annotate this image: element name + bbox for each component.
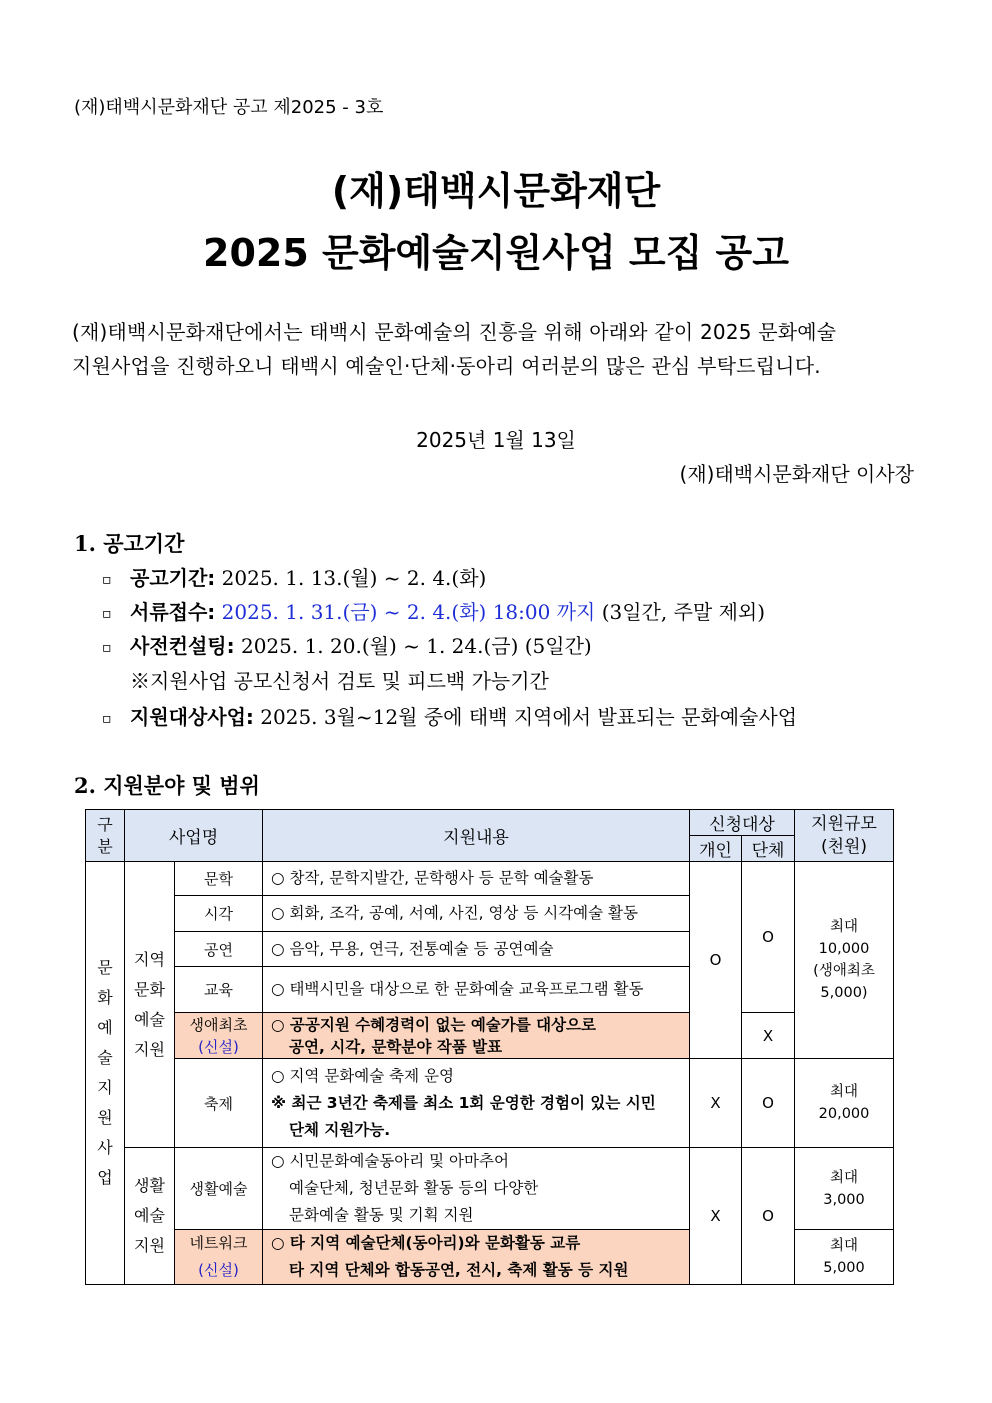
item-text: 2025. 1. 13.(월) ~ 2. 4.(화) <box>215 566 487 590</box>
category-main: 문 화 예 술 지 원 사 업 <box>86 862 125 1285</box>
subcategory-regional: 지역 문화 예술 지원 <box>125 862 175 1148</box>
square-bullet-icon: ▫ <box>102 605 112 622</box>
title-line-1: (재)태백시문화재단 <box>331 169 661 213</box>
row-life-arts-content: ○ 시민문화예술동아리 및 아마추어 예술단체, 청년문화 활동 등의 다양한 문화예술 활동 및 기획 지원 <box>263 1148 690 1230</box>
festival-individual-mark: X <box>690 1059 742 1148</box>
header-group: 단체 <box>742 836 795 862</box>
header-scale: 지원규모 (천원) <box>795 810 894 862</box>
intro-line-1: (재)태백시문화재단에서는 태백시 문화예술의 진흥을 위해 아래와 같이 2025 문화예술 <box>72 320 837 344</box>
section-1-heading: 1. 공고기간 <box>74 531 185 556</box>
header-individual: 개인 <box>690 836 742 862</box>
item-label: 지원대상사업: <box>130 705 254 729</box>
festival-group-mark: O <box>742 1059 795 1148</box>
notice-number: (재)태백시문화재단 공고 제2025 - 3호 <box>74 97 384 118</box>
header-gubun: 구 분 <box>86 810 125 862</box>
title-line-2: 2025 문화예술지원사업 모집 공고 <box>203 231 789 275</box>
header-business: 사업명 <box>125 810 263 862</box>
square-bullet-icon: ▫ <box>102 571 112 588</box>
regional-individual-mark: O <box>690 862 742 1059</box>
regional-group-mark: O <box>742 862 795 1013</box>
support-table <box>85 809 894 1285</box>
item-text: 2025. 1. 20.(월) ~ 1. 24.(금) (5일간) <box>234 634 592 658</box>
regional-scale: 최대 10,000 (생애최초 5,000) <box>795 862 894 1059</box>
row-festival-content: ○ 지역 문화예술 축제 운영 ※ 최근 3년간 축제를 최소 1회 운영한 경험이 있는 시민 단체 지원가능. <box>263 1059 690 1148</box>
intro-line-2: 지원사업을 진행하오니 태백시 예술인·단체·동아리 여러분의 많은 관심 부탁드립니다. <box>72 354 821 378</box>
row-visual-name: 시각 <box>175 896 263 932</box>
row-literature-name: 문학 <box>175 862 263 896</box>
row-performance-name: 공연 <box>175 932 263 967</box>
period-item-target <box>102 701 797 730</box>
row-network-content: ○ 타 지역 예술단체(동아리)와 문화활동 교류 타 지역 단체와 합동공연, 전시, 축제 활동 등 지원 <box>263 1230 690 1285</box>
life-individual-mark: X <box>690 1148 742 1285</box>
item-label: 서류접수: <box>130 600 216 624</box>
period-item-consulting <box>102 630 592 659</box>
section-2-heading: 2. 지원분야 및 범위 <box>74 773 260 798</box>
item-label: 사전컨설팅: <box>130 634 235 658</box>
row-education-content: ○ 태백시민을 대상으로 한 문화예술 교육프로그램 활동 <box>263 967 690 1013</box>
festival-scale: 최대 20,000 <box>795 1059 894 1148</box>
square-bullet-icon: ▫ <box>102 710 112 727</box>
notice-date: 2025년 1월 13일 <box>416 428 576 452</box>
header-content: 지원내용 <box>263 810 690 862</box>
subcategory-life: 생활 예술 지원 <box>125 1148 175 1285</box>
row-visual-content: ○ 회화, 조각, 공예, 서예, 사진, 영상 등 시각예술 활동 <box>263 896 690 932</box>
row-festival-name: 축제 <box>175 1059 263 1148</box>
item-text: (3일간, 주말 제외) <box>595 600 766 624</box>
life-group-mark: O <box>742 1148 795 1285</box>
square-bullet-icon: ▫ <box>102 639 112 656</box>
network-scale: 최대 5,000 <box>795 1230 894 1285</box>
issuer: (재)태백시문화재단 이사장 <box>679 462 914 486</box>
header-target: 신청대상 <box>690 810 795 836</box>
period-item-submission <box>102 596 765 625</box>
row-first-time-content: ○ 공공지원 수혜경력이 없는 예술가를 대상으로 공연, 시각, 문학분야 작품 발표 <box>263 1013 690 1059</box>
item-text: 2025. 3월~12월 중에 태백 지역에서 발표되는 문화예술사업 <box>253 705 798 729</box>
item-label: 공고기간: <box>130 566 216 590</box>
consulting-note: ※지원사업 공모신청서 검토 및 피드백 가능기간 <box>130 669 549 693</box>
row-literature-content: ○ 창작, 문학지발간, 문학행사 등 문학 예술활동 <box>263 862 690 896</box>
life-arts-scale: 최대 3,000 <box>795 1148 894 1230</box>
first-time-group-mark: X <box>742 1013 795 1059</box>
period-item-notice <box>102 562 486 591</box>
row-network-name: 네트워크 (신설) <box>175 1230 263 1285</box>
row-education-name: 교육 <box>175 967 263 1013</box>
row-performance-content: ○ 음악, 무용, 연극, 전통예술 등 공연예술 <box>263 932 690 967</box>
item-highlight: 2025. 1. 31.(금) ~ 2. 4.(화) 18:00 까지 <box>215 600 596 624</box>
row-first-time-name: 생애최초 (신설) <box>175 1013 263 1059</box>
row-life-arts-name: 생활예술 <box>175 1148 263 1230</box>
